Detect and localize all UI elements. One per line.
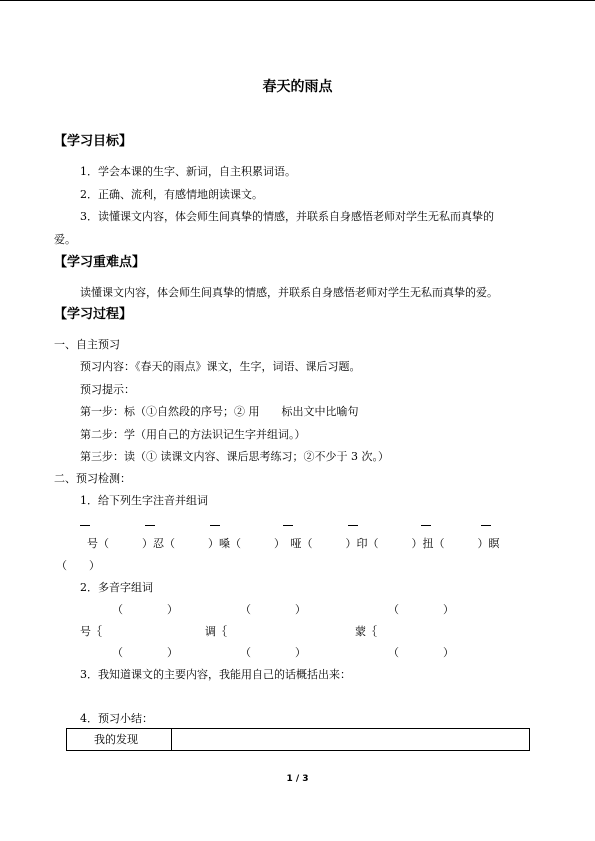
question-1-row-cont: （ ）: [56, 559, 100, 572]
key-points-heading: 【学习重难点】: [54, 255, 146, 270]
question-1: 1．给下列生字注音并组词: [80, 494, 208, 507]
goal-3: 3．读懂课文内容，体会师生间真挚的情感，并联系自身感悟老师对学生无私而真挚的: [80, 210, 494, 223]
top-rule: [0, 0, 595, 1]
summary-table-label-cell: [66, 728, 172, 751]
question-3: 3．我知道课文的主要内容，我能用自己的话概括出来：: [80, 668, 351, 681]
part2-title: 二、预习检测：: [54, 472, 131, 485]
goal-2: 2．正确、流利，有感情地朗读课文。: [80, 188, 263, 201]
polyphone-paren: （ ）: [112, 603, 178, 616]
polyphone-paren: （ ）: [240, 646, 306, 659]
preview-content: 预习内容：《春天的雨点》课文，生字，词语、课后习题。: [80, 360, 361, 373]
page-number: 1 / 3: [286, 774, 309, 784]
key-points-text: 读懂课文内容，体会师生间真挚的情感，并联系自身感悟老师对学生无私而真挚的爱。: [80, 286, 498, 299]
preview-step-1: 第一步：标（①自然段的序号；② 用 标出文中比喻句: [80, 405, 359, 418]
polyphone-paren: （ ）: [240, 603, 306, 616]
goal-1: 1．学会本课的生字、新词，自主积累词语。: [80, 165, 296, 178]
pinyin-blank: [210, 525, 220, 526]
page-title: 春天的雨点: [262, 79, 333, 95]
goals-heading: 【学习目标】: [54, 134, 133, 149]
polyphone-char-hao: 号｛: [80, 625, 102, 638]
summary-table-input-cell[interactable]: [171, 728, 530, 751]
pinyin-blank: [348, 525, 358, 526]
polyphone-paren: （ ）: [112, 646, 178, 659]
goal-3-cont: 爱。: [54, 233, 76, 246]
polyphone-char-diao: 调｛: [205, 625, 227, 638]
part1-title: 一、自主预习: [54, 338, 120, 351]
pinyin-blank: [145, 525, 155, 526]
summary-table-label: 我的发现: [94, 733, 138, 746]
polyphone-paren: （ ）: [388, 646, 454, 659]
question-4: 4．预习小结：: [80, 712, 153, 725]
preview-tips-label: 预习提示：: [80, 383, 135, 396]
question-2: 2．多音字组词: [80, 581, 153, 594]
pinyin-blank: [283, 525, 293, 526]
pinyin-blank: [421, 525, 431, 526]
question-1-row: 号（ ）忍（ ）嗓（ ） 哑（ ）印（ ）扭（ ）瞑: [87, 537, 500, 550]
pinyin-blank: [80, 525, 90, 526]
polyphone-char-meng: 蒙｛: [355, 625, 377, 638]
preview-step-2: 第二步：学（用自己的方法识记生字并组词。）: [80, 428, 306, 441]
polyphone-paren: （ ）: [388, 603, 454, 616]
pinyin-blank: [481, 525, 491, 526]
process-heading: 【学习过程】: [54, 307, 133, 322]
preview-step-3: 第三步：读（① 读课文内容、课后思考练习；②不少于 3 次。）: [80, 450, 389, 463]
